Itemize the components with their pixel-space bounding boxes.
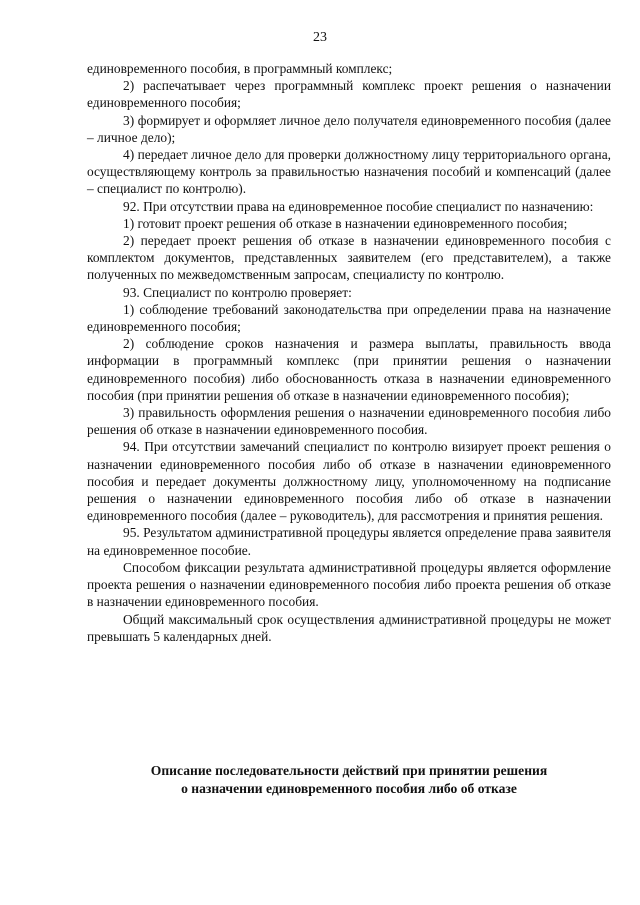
paragraph: 2) передает проект решения об отказе в назначении единовременного пособия с комплектом документов, представленных заявителем (его представителем), а также полученных по межведомственным запросам, специалисту по контролю. [87,233,611,283]
paragraph: 92. При отсутствии права на единовременное пособие специалист по назначению: [123,198,594,214]
paragraph: 2) распечатывает через программный комплекс проект решения о назначении единовременного пособия; [87,78,611,111]
paragraph: 1) соблюдение требований законодательства при определении права на назначение единовременного пособия; [87,301,611,335]
paragraph: 2) соблюдение сроков назначения и размера выплаты, правильность ввода информации в программный комплекс (при принятии решения о назначении единовременного пособия) либо обоснованность отказа в назначении единовременного пособия (при принятии решения об отказе в назначении единовременного пособия); [87,336,611,403]
paragraph: 3) правильность оформления решения о назначении единовременного пособия либо решения об отказе в назначении единовременного пособия. [87,405,611,438]
section-heading [87,762,611,798]
section-heading-line-1: Описание последовательности действий при принятии решения [150,763,548,778]
paragraph: 3) формирует и оформляет личное дело получателя единовременного пособия (далее – личное дело); [87,112,611,145]
paragraph: 93. Специалист по контролю проверяет: [123,284,352,300]
paragraph: 95. Результатом административной процедуры является определение права заявителя на единовременное пособие. [87,525,611,558]
section-heading-line-2: о назначении единовременного пособия либо об отказе [181,781,517,796]
paragraph: 94. При отсутствии замечаний специалист по контролю визирует проект решения о назначении единовременного пособия либо об отказе в назначении единовременного пособия и передает документы должностному лицу, уполномоченному на подписание решения о назначении единовременного пособия либо об отказе в назначении единовременного пособия (далее – руководитель), для рассмотрения и принятия решения. [87,439,611,524]
paragraph: 1) готовит проект решения об отказе в назначении единовременного пособия; [123,215,568,231]
paragraph: 4) передает личное дело для проверки должностному лицу территориального органа, осуществляющему контроль за правильностью назначения пособий и компенсаций (далее – специалист по контролю). [87,147,611,197]
paragraph: единовременного пособия, в программный комплекс; [87,61,393,76]
page-number: 23 [313,30,327,45]
body-text [87,60,611,645]
paragraph: Способом фиксации результата административной процедуры является оформление проекта решения о назначении единовременного пособия либо проекта решения об отказе в назначении единовременного пособия. [87,559,611,610]
paragraph: Общий максимальный срок осуществления административной процедуры не может превышать 5 календарных дней. [87,611,611,644]
